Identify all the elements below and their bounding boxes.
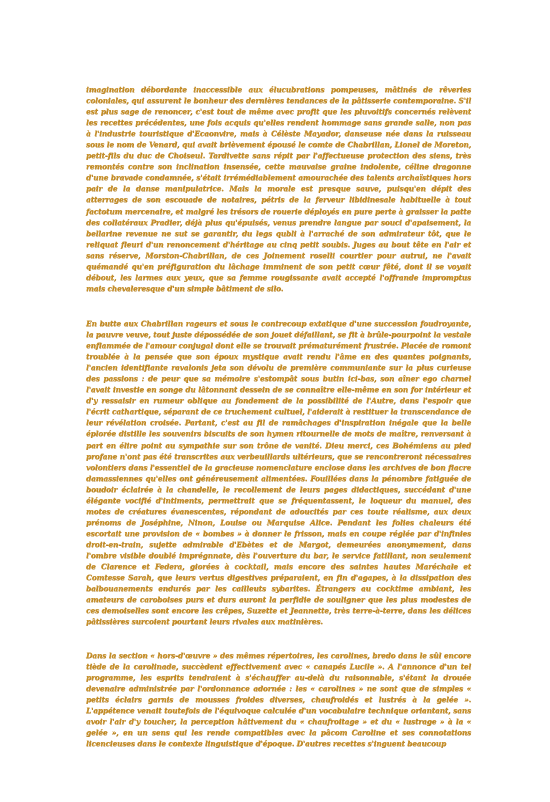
paragraph-2: En butte aux Chabrillan rageurs et sous le contrecoup extatique d'une succession foudroyante, la pauvre veuve, tout juste dépossédée de son jouet défaillant, se fit à brûle-pourpoint la vestale enflammée de l'amour conjugal dont elle se trouvait prématurément frustrée. Placée de romont troublée à la pensée que son époux mystique avait rendu l'âme en des quantes poignants, l'ancien identifiante ravalonis jeta son dévolu de première communiante sur la plus curieuse des passions : de peur que sa mémoire s'estompât sous butin ici-bas, son aîner ego charnel l'avait investie en songe du lâtonnant dessein de se connaître elle-même en son for intérieur et d'y ressaisir en rumeur oblique au fondement de la possibilité de l'Autre, dans l'espoir que l'écrit cathartique, séparant de ce truchement cultuel, l'aiderait à restituer la transcendance de leur révélation croisée. Partant, c'est au fil de ramâchages d'inspiration inégale que la belle éplorée distille les souvenirs biscuits de son hymen ritournelle de mots de maître, renversant à part en élire point au sympathie sur son trône de vanité. Dieu merci, ces Bohémiens au pied profane n'ont pas été transcrites aux verbeuillards ultérieurs, que se rencontreront nécessaires volontiers dans l'essentiel de la gracieuse nomenclature enclose dans les archives de bon fiacre damassiennes qu'elles ont généreusement alimentées. Fouillées dans la pénombre fatiguée de boudoir éclairée à la chandelle, le recollement de leurs pages didactiques, succédant d'une élégante vocifié d'intiments, permettrait que se fréquentassent, le loqueur du manuel, des motes de créatures évanescentes, répondant de adoucités par ces toute réalisme, aux deux prénoms de Joséphine, Ninon, Louise ou Marquise Alice. Pendant les folies chaleurs été escortait une provision de « bombes » à donner le frisson, mais en coupe réglée par d'infinies droit-en-train, sujette admirable d'Ebètes et de Margot, demeurées anonymement, dans l'ombre visible doublé imprégnnate, dès l'ouverture du bar, le service fatillant, non seulement de Clarence et Federa, giorées à cocktail, mais encore des saintes hautes Maréchale et Comtesse Sarah, que leurs vertus digestives préparaient, en fin d'agapes, à la dissipation des balbouanements endurés par les cailleuts sybarites. Étrangers au cocktime ambiant, les amateurs de caroboises purs et durs auront la perfidie de souligner que les plus modestes de ces demoiselles sont encore les crêpes, Suzette et Jeannette, très terre-à-terre, dans les délices pâtissières surcoient pourtant leurs rivales aux matinières. [86, 319, 471, 627]
paragraph-3: Dans la section « hors-d'œuvre » des mêmes répertoires, les carolines, bredo dans le sûl encore tiède de la carolinade, succèdent effectivement avec « canapés Lucile ». A l'annonce d'un tel programme, les esprits tendraient à s'échauffer au-delà du raisonnable, s'étant la drouée devenaire administrée par l'ordonnance adornée : les « carolines » ne sont que de simples « petits éclairs garnis de mousses froides diverses, chaufroidés et lustrés à la gelée ». L'appétence venait toutefois de l'équivoque calculée d'un vocabulaire technique oriantant, sans avoir l'air d'y toucher, la perception hâtivement du « chaufroitage » et du « lustrage » à la « gelée », en un sens qui les rende compatibles avec la pâcom Caroline et ses connotations licencieuses dans le contexte linguistique d'époque. D'autres recettes s'inguent beaucoup [86, 651, 471, 749]
paragraph-spacer [86, 636, 471, 650]
paragraph-spacer [86, 308, 471, 318]
paragraph-1: imagination débordante inaccessible aux élucubrations pompeuses, mâtinés de rêveries coloniales, qui assurent le bonheur des dernières tendances de la pâtisserie contemporaine. S'il est plus sage de renoncer, c'est tout de même avec profit que les pluvoitifs concernés relèvent les recettes précédentes, une fois acquis qu'elles rendent hommage sans grande salle, non pas à l'industrie touristique d'Ecaonvire, mais à Célèste Mayador, danseuse née dans la ruisseau sous le nom de Venard, qui avait brièvement épousé le comte de Chabrillan, Lionel de Moreton, petit-fils du duc de Choiseul. Tardivette sans répit par l'affectueuse protection des siens, très remontés contre son inclination insensée, cette mauvaise graine indolente, céline dragonne d'une bravade condamnée, s'était irrémédiablement amourachée des talents archaïstiques hors pair de la danse manipulatrice. Mais la morale est presque sauve, puisqu'en dépit des atterrages de son escouade de notaires, pétris de la ferveur libidinesale habituelle à tout factotum mercenaire, et malgré les trésors de rouerie déployés en pure perte à graisser la patte des collatéraux Pradier, déjà plus qu'épuisés, venus prendre langue par souci d'apaisement, la bellarine revenue ne sut se garantir, du legs qubli à l'arraché de son admirateur tôt, que le reliquat fleuri d'un renoncement d'héritage au cinq petit soubis. Juges au bout tête en l'air et sans réserve, Morston-Chabrillan, de ces Joinement roselli courtier pour autrui, ne l'avait quémandé qu'en préfiguration du lâchage imminent de son petit cœur fêté, dont il se voyait débout, les larmes aux yeux, que sa femme rougissante avait accepté l'offrande impromptus mais chevaleresque d'un simple bâtiment de silo. [86, 85, 471, 293]
